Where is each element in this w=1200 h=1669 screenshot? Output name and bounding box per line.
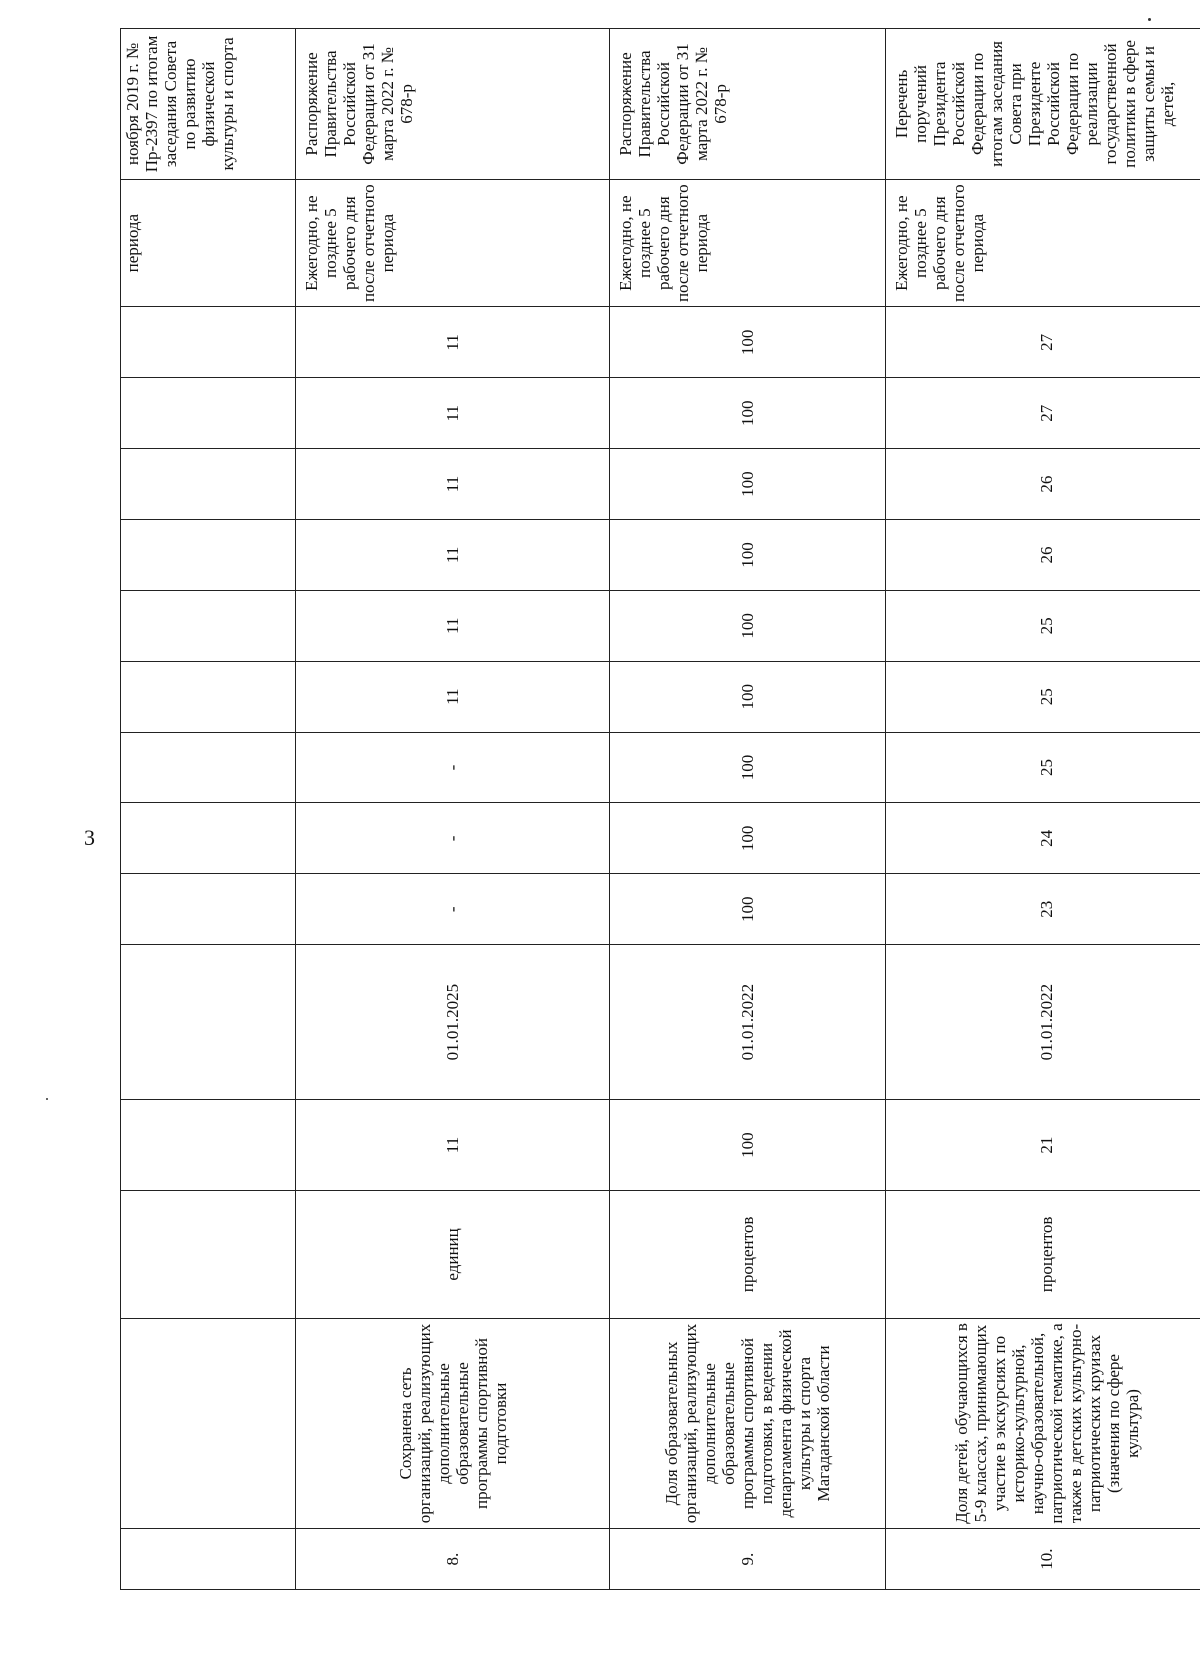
value-cell: 25 bbox=[886, 661, 1200, 732]
value-cell: 11 bbox=[296, 307, 610, 378]
base-date-cell: 01.01.2022 bbox=[886, 945, 1200, 1100]
basis-cell: Распоряжение Правительства Российской Федерации от 31 марта 2022 г. № 678-р bbox=[296, 29, 610, 180]
indicators-table bbox=[120, 28, 1200, 1590]
value-cell: 23 bbox=[886, 874, 1200, 945]
cell bbox=[121, 307, 296, 378]
base-date-cell: 01.01.2022 bbox=[610, 945, 886, 1100]
value-cell: 26 bbox=[886, 520, 1200, 591]
scan-speck bbox=[1148, 18, 1151, 21]
table-row-header-continuation bbox=[121, 29, 296, 1590]
row-number: 8. bbox=[296, 1529, 610, 1590]
value-cell: 11 bbox=[296, 661, 610, 732]
value-cell: 100 bbox=[610, 378, 886, 449]
cell bbox=[121, 732, 296, 803]
cell bbox=[121, 1100, 296, 1191]
value-cell: 100 bbox=[610, 307, 886, 378]
cell bbox=[121, 590, 296, 661]
value-cell: 100 bbox=[610, 449, 886, 520]
value-cell: 100 bbox=[610, 590, 886, 661]
basis-cell: ноября 2019 г. № Пр-2397 по итогам заседания Совета по развитию физической культуры и спорта bbox=[121, 29, 296, 180]
basis-cell: Перечень поручений Президента Российской Федерации по итогам заседания Совета при Президенте Российской Федерации по реализации государственной политики в сфере защиты семьи и детей, bbox=[886, 29, 1200, 180]
cell bbox=[121, 520, 296, 591]
unit-cell: единиц bbox=[296, 1191, 610, 1319]
unit-cell: процентов bbox=[886, 1191, 1200, 1319]
table-row bbox=[296, 29, 610, 1590]
indicator-name: Доля детей, обучающихся в 5-9 классах, принимающих участие в экскурсиях по историко-культурной, научно-образовательной, патриотической тематике, а также в детских культурно-патриотических круизах (значения по сфере культура) bbox=[886, 1318, 1200, 1529]
cell bbox=[121, 378, 296, 449]
base-value-cell: 11 bbox=[296, 1100, 610, 1191]
value-cell: 24 bbox=[886, 803, 1200, 874]
period-cell: периода bbox=[121, 179, 296, 307]
value-cell: 27 bbox=[886, 307, 1200, 378]
table-row bbox=[886, 29, 1200, 1590]
value-cell: - bbox=[296, 732, 610, 803]
value-cell: 25 bbox=[886, 590, 1200, 661]
row-number: 10. bbox=[886, 1529, 1200, 1590]
indicator-name: Сохранена сеть организаций, реализующих дополнительные образовательные программы спортивной подготовки bbox=[296, 1318, 610, 1529]
value-cell: 26 bbox=[886, 449, 1200, 520]
row-number: 9. bbox=[610, 1529, 886, 1590]
basis-cell: Распоряжение Правительства Российской Федерации от 31 марта 2022 г. № 678-р bbox=[610, 29, 886, 180]
cell bbox=[121, 803, 296, 874]
unit-cell: процентов bbox=[610, 1191, 886, 1319]
period-cell: Ежегодно, не позднее 5 рабочего дня после отчетного периода bbox=[610, 179, 886, 307]
table-row bbox=[610, 29, 886, 1590]
cell bbox=[121, 449, 296, 520]
cell bbox=[121, 661, 296, 732]
base-value-cell: 100 bbox=[610, 1100, 886, 1191]
cell bbox=[121, 945, 296, 1100]
value-cell: 100 bbox=[610, 874, 886, 945]
page-number: 3 bbox=[84, 825, 95, 850]
value-cell: 100 bbox=[610, 732, 886, 803]
indicator-name: Доля образовательных организаций, реализующих дополнительные образовательные программы спортивной подготовки, в ведении департамента физической культуры и спорта Магаданской области bbox=[610, 1318, 886, 1529]
cell bbox=[121, 1529, 296, 1590]
period-cell: Ежегодно, не позднее 5 рабочего дня после отчетного периода bbox=[886, 179, 1200, 307]
value-cell: 11 bbox=[296, 590, 610, 661]
value-cell: - bbox=[296, 874, 610, 945]
base-date-cell: 01.01.2025 bbox=[296, 945, 610, 1100]
value-cell: 11 bbox=[296, 520, 610, 591]
value-cell: 100 bbox=[610, 520, 886, 591]
value-cell: 27 bbox=[886, 378, 1200, 449]
value-cell: 11 bbox=[296, 449, 610, 520]
cell bbox=[121, 1318, 296, 1529]
scan-speck bbox=[46, 1098, 48, 1100]
cell bbox=[121, 874, 296, 945]
value-cell: - bbox=[296, 803, 610, 874]
base-value-cell: 21 bbox=[886, 1100, 1200, 1191]
rotated-table-wrapper bbox=[120, 28, 1200, 1590]
value-cell: 11 bbox=[296, 378, 610, 449]
value-cell: 100 bbox=[610, 661, 886, 732]
period-cell: Ежегодно, не позднее 5 рабочего дня после отчетного периода bbox=[296, 179, 610, 307]
value-cell: 25 bbox=[886, 732, 1200, 803]
cell bbox=[121, 1191, 296, 1319]
value-cell: 100 bbox=[610, 803, 886, 874]
